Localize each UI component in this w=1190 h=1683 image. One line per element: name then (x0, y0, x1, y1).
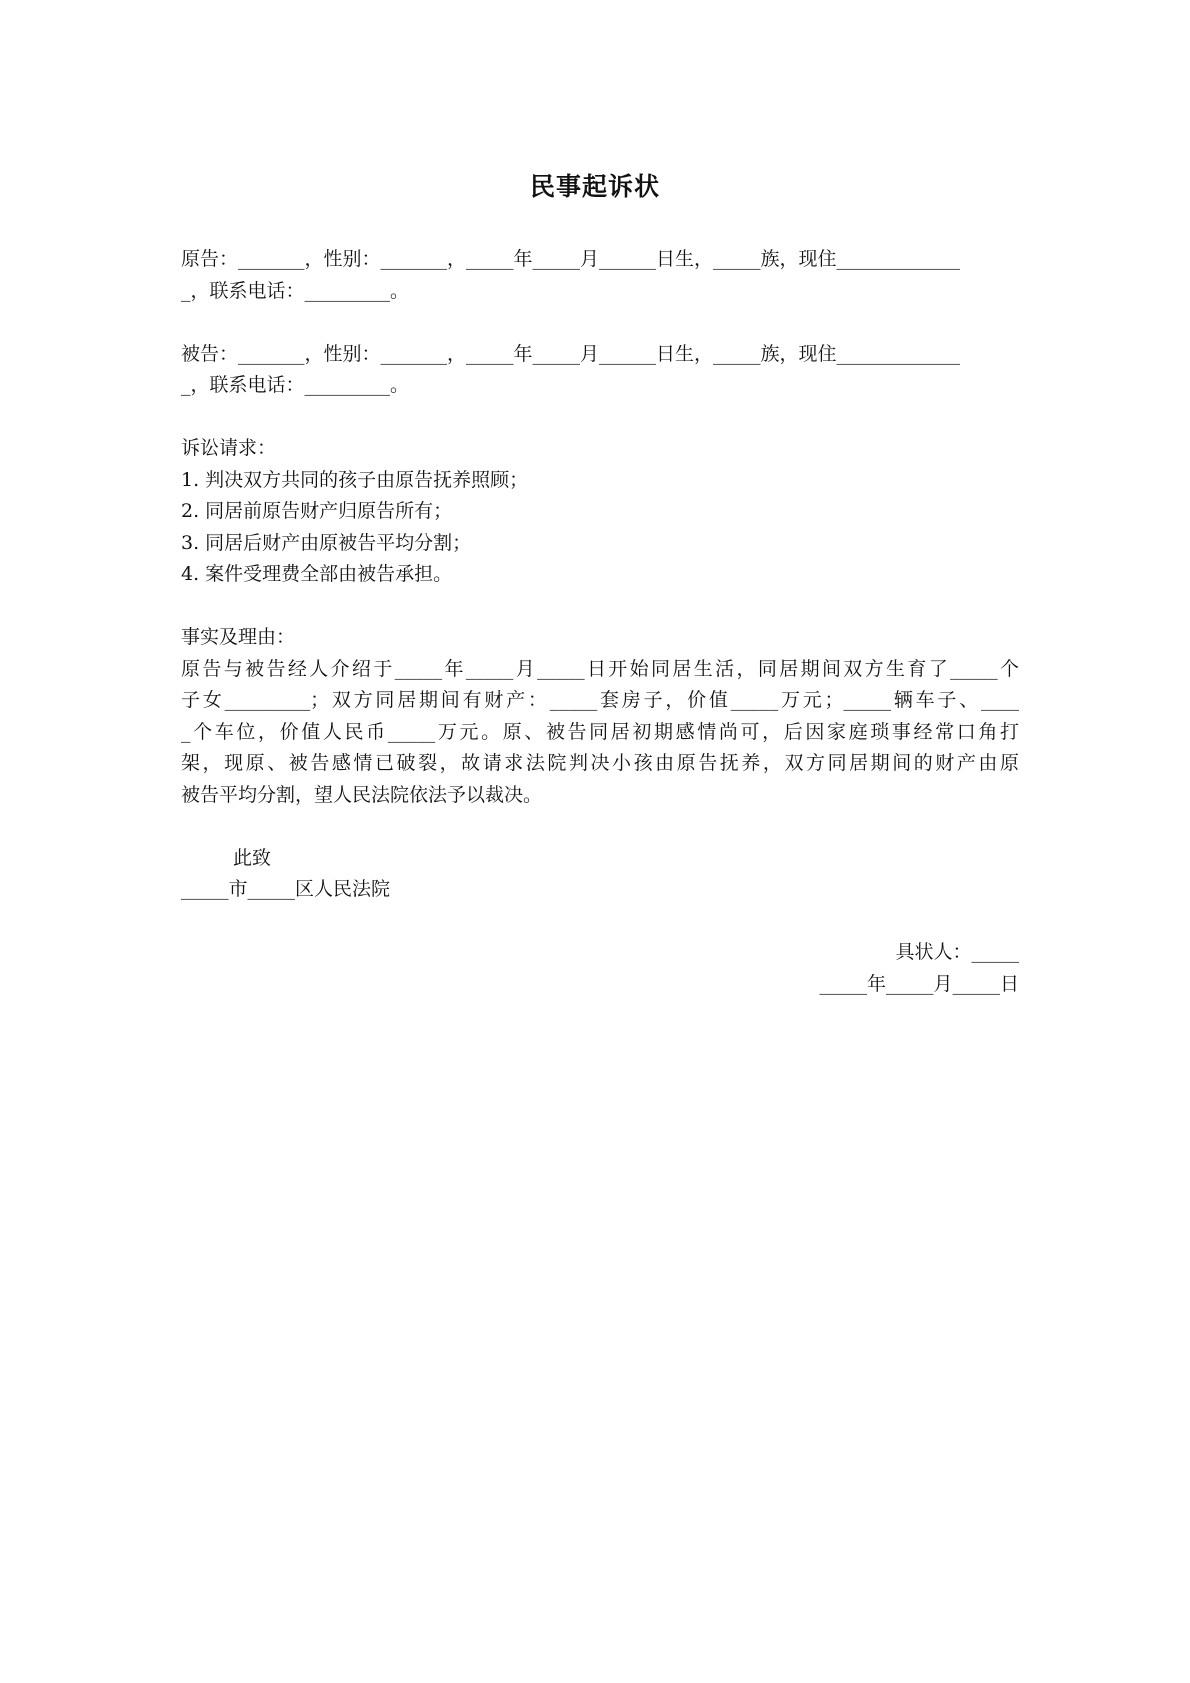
spacer (181, 906, 1019, 938)
spacer (181, 402, 1019, 434)
claim-item: 4. 案件受理费全部由被告承担。 (181, 563, 453, 585)
facts-line: 架，现原、被告感情已破裂，故请求法院判决小孩由原告抚养，双方同居期间的财产由原 (181, 752, 1019, 774)
claim-item: 3. 同居后财产由原被告平均分割； (181, 531, 472, 554)
facts-heading: 事实及理由： (181, 626, 296, 648)
defendant-section (181, 339, 1019, 402)
facts-line: 原告与被告经人介绍于_____年_____月_____日开始同居生活，同居期间双方生育了_____个 (181, 657, 1019, 680)
plaintiff-info-line-1: 原告：_______，性别：_______，_____年_____月______日生，_____族，现住_____________ (181, 248, 961, 270)
salutation: 此致 (233, 846, 272, 869)
plaintiff-section (181, 244, 1019, 307)
facts-line: 子女_________；双方同居期间有财产：_____套房子，价值_____万元；_____辆车子、____ (181, 689, 1019, 711)
spacer (181, 307, 1019, 339)
defendant-info-line-1: 被告：_______，性别：_______，_____年_____月______日生，_____族，现住_____________ (181, 342, 961, 365)
plaintiff-info-line-2: _，联系电话：_________。 (181, 279, 410, 302)
closing-section (181, 843, 1019, 906)
signature-section (181, 937, 1019, 1000)
signer-line: 具状人：_____ (895, 941, 1019, 963)
document-body (181, 244, 1019, 1000)
spacer (181, 591, 1019, 623)
court-name: _____市_____区人民法院 (181, 878, 391, 900)
claims-section (181, 433, 1019, 591)
signature-date: _____年_____月_____日 (819, 972, 1019, 995)
claim-item: 1. 判决双方共同的孩子由原告抚养照顾； (181, 468, 529, 491)
claims-heading: 诉讼请求： (181, 437, 277, 459)
facts-line: _个车位，价值人民币_____万元。原、被告同居初期感情尚可，后因家庭琐事经常口角打 (181, 720, 1019, 743)
spacer (181, 811, 1019, 843)
facts-section (181, 622, 1019, 811)
facts-line: 被告平均分割，望人民法院依法予以裁决。 (181, 783, 543, 806)
document-title: 民事起诉状 (529, 172, 660, 201)
claim-item: 2. 同居前原告财产归原告所有； (181, 500, 453, 522)
defendant-info-line-2: _，联系电话：_________。 (181, 374, 410, 396)
